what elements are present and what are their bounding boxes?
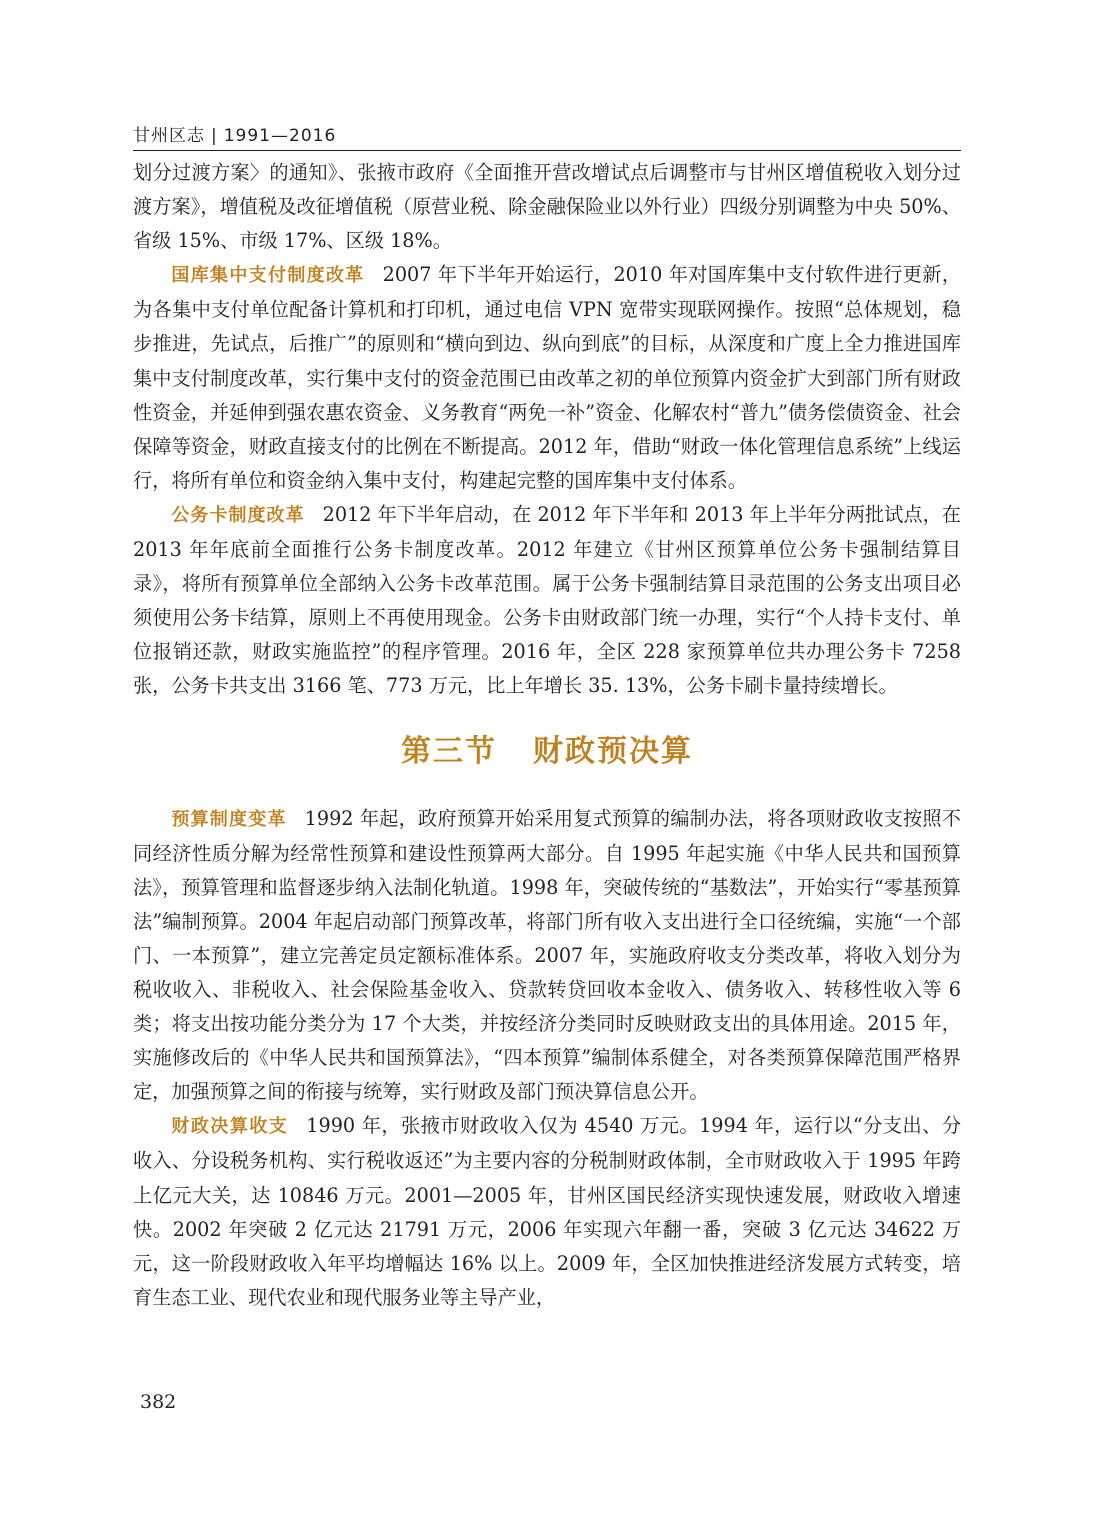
paragraph-text: 2007 年下半年开始运行，2010 年对国库集中支付软件进行更新，为各集中支付单位配备计算机和打印机，通过电信 VPN 宽带实现联网操作。按照“总体规划，稳步推进，先试点，后推广”的原则和“横向到边、纵向到底”的目标，从深度和广度上全力推进国库集中支付制度改革，实行集中支付的资金范围已由改革之初的单位预算内资金扩大到部门所有财政性资金，并延伸到强农惠农资金、义务教育“两免一补”资金、化解农村“普九”债务偿债资金、社会保障等资金，财政直接支付的比例在不断提高。2012 年，借助“财政一体化管理信息系统”上线运行，将所有单位和资金纳入集中支付，构建起完整的国库集中支付体系。 <box>133 263 962 492</box>
header-text <box>133 121 336 146</box>
paragraph-budget-system-reform <box>133 802 961 1110</box>
header-separator: | <box>211 126 218 146</box>
paragraph-text: 1990 年，张掖市财政收入仅为 4540 万元。1994 年，运行以“分支出、分收入、分设税务机构、实行税收返还”为主要内容的分税制财政体制，全市财政收入于 1995 年跨上亿元大关，达 10846 万元。2001—2005 年，甘州区国民经济实现快速发展，财政收入增速快。2002 年突破 2 亿元达 21791 万元，2006 年实现六年翻一番，突破 3 亿元达 34622 万元，这一阶段财政收入年平均增幅达 16% 以上。2009 年，全区加快推进经济发展方式转变，培育生态工业、现代农业和现代服务业等主导产业， <box>133 1114 962 1309</box>
paragraph-text: 1992 年起，政府预算开始采用复式预算的编制办法，将各项财政收支按照不同经济性质分解为经常性预算和建设性预算两大部分。自 1995 年起实施《中华人民共和国预算法》，预算管理和监督逐步纳入法制化轨道。1998 年，突破传统的“基数法”，开始实行“零基预算法”编制预算。2004 年起启动部门预算改革，将部门所有收入支出进行全口径统编，实施“一个部门、一本预算”，建立完善定员定额标准体系。2007 年，实施政府收支分类改革，将收入划分为税收收入、非税收入、社会保险基金收入、贷款转贷回收本金收入、债务收入、转移性收入等 6 类；将支出按功能分类分为 17 个大类，并按经济分类同时反映财政支出的具体用途。2015 年，实施修改后的《中华人民共和国预算法》，“四本预算”编制体系健全，对各类预算保障范围严格界定，加强预算之间的衔接与统筹，实行财政及部门预决算信息公开。 <box>133 806 961 1104</box>
paragraph-treasury-payment-reform <box>133 258 961 498</box>
paragraph-continuation <box>133 156 961 258</box>
section-number: 第三节 <box>401 733 497 769</box>
paragraph-official-card-reform <box>133 498 961 704</box>
paragraph-keyword: 公务卡制度改革 <box>171 504 305 526</box>
paragraph-keyword: 国库集中支付制度改革 <box>171 265 365 287</box>
paragraph-keyword: 财政决算收支 <box>171 1116 289 1138</box>
paragraph-keyword: 预算制度变革 <box>171 808 287 830</box>
header-book-title: 甘州区志 <box>133 126 205 146</box>
page-number: 382 <box>140 1391 177 1413</box>
section-heading <box>133 732 961 772</box>
paragraph-final-accounts <box>133 1109 961 1315</box>
header-period: 1991—2016 <box>223 126 337 146</box>
page-body <box>133 156 961 1315</box>
section-title: 财政预决算 <box>533 733 693 769</box>
paragraph-text: 划分过渡方案〉的通知》、张掖市政府《全面推开营改增试点后调整市与甘州区增值税收入划分过渡方案》，增值税及改征增值税（原营业税、除金融保险业以外行业）四级分别调整为中央 50%、省级 15%、市级 17%、区级 18%。 <box>133 161 961 253</box>
paragraph-text: 2012 年下半年启动，在 2012 年下半年和 2013 年上半年分两批试点，在 2013 年年底前全面推行公务卡制度改革。2012 年建立《甘州区预算单位公务卡强制结算目录》，将所有预算单位全部纳入公务卡改革范围。属于公务卡强制结算目录范围的公务支出项目必须使用公务卡结算，原则上不再使用现金。公务卡由财政部门统一办理，实行“个人持卡支付、单位报销还款，财政实施监控”的程序管理。2016 年，全区 228 家预算单位共办理公务卡 7258 张，公务卡共支出 3166 笔、773 万元，比上年增长 35. 13%，公务卡刷卡量持续增长。 <box>133 502 961 698</box>
running-header <box>133 117 961 151</box>
